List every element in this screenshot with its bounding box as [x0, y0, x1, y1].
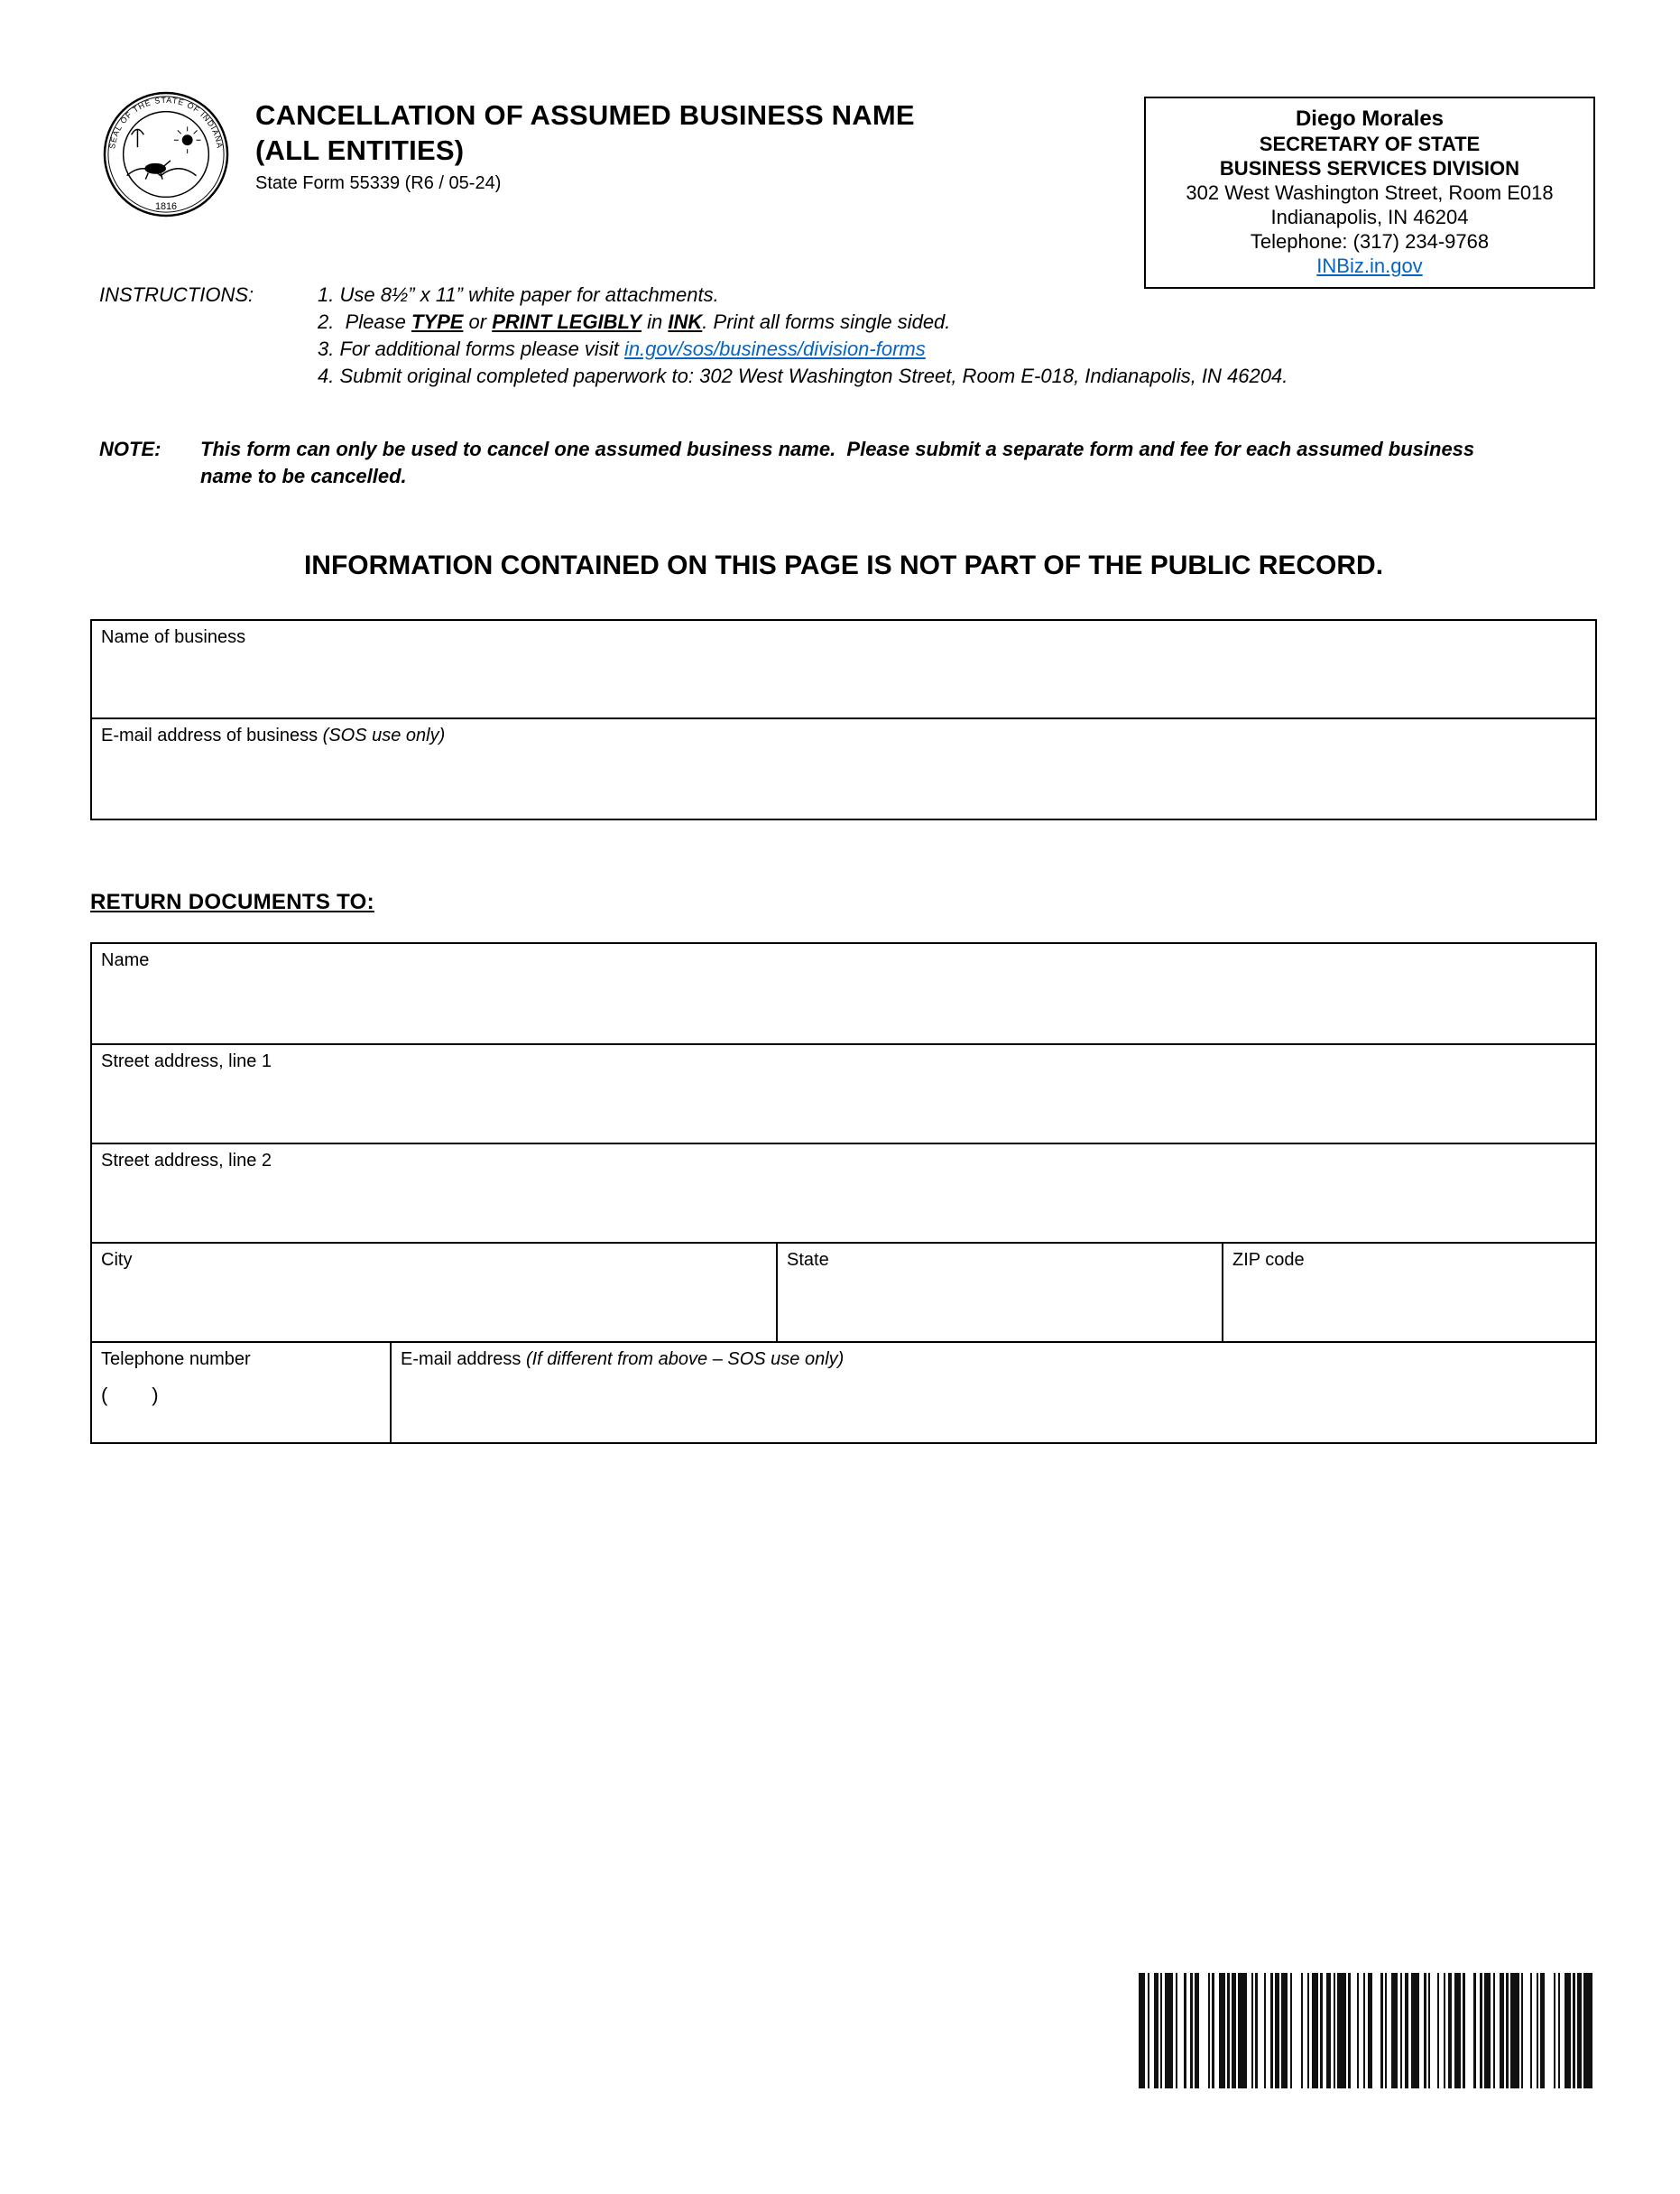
instructions-label: INSTRUCTIONS: — [99, 283, 254, 306]
return-name-value — [101, 972, 1586, 995]
business-email-row — [92, 717, 1595, 819]
instruction-2-mid2: in — [642, 310, 669, 333]
note-section — [99, 436, 1525, 490]
indiana-state-seal — [102, 90, 230, 218]
instruction-item-1: 1. Use 8½” x 11” white paper for attachments. — [318, 283, 719, 306]
return-name-label: Name — [101, 950, 150, 970]
public-record-notice: INFORMATION CONTAINED ON THIS PAGE IS NOT PART OF THE PUBLIC RECORD. — [303, 551, 1384, 580]
business-name-field[interactable] — [92, 621, 1595, 717]
office-dept-line2: BUSINESS SERVICES DIVISION — [1219, 157, 1520, 180]
instruction-item-3 — [318, 336, 1543, 363]
business-email-label-text: E-mail address of business — [101, 726, 323, 745]
instruction-2-print-legibly: PRINT LEGIBLY — [492, 310, 642, 333]
barcode — [1139, 1973, 1595, 2088]
return-name-row — [92, 944, 1595, 1043]
instruction-2-post: . Print all forms single sided. — [702, 310, 951, 333]
business-email-field[interactable] — [92, 719, 1595, 819]
seal-year-text: 1816 — [154, 201, 178, 213]
return-street1-label: Street address, line 1 — [101, 1051, 272, 1071]
business-info-table — [90, 619, 1597, 820]
instruction-2-pre: 2. Please — [318, 310, 411, 333]
note-label: NOTE: — [99, 438, 162, 460]
inbiz-link[interactable]: INBiz.in.gov — [1316, 255, 1423, 277]
instructions-section — [99, 282, 1543, 390]
note-text: This form can only be used to cancel one assumed business name. Please submit a separate form and fee for each assumed business name to be cancelled. — [200, 438, 1481, 487]
return-zip-label: ZIP code — [1232, 1250, 1305, 1270]
return-phone-field[interactable] — [92, 1343, 390, 1442]
instruction-3-pre: 3. For additional forms please visit — [318, 338, 624, 360]
business-email-label — [101, 725, 1586, 747]
return-street2-field[interactable] — [92, 1144, 1595, 1242]
business-name-label: Name of business — [101, 627, 246, 647]
form-title-block — [255, 97, 915, 194]
form-number: State Form 55339 (R6 / 05-24) — [255, 173, 502, 193]
business-name-value — [101, 649, 1586, 672]
office-phone: Telephone: (317) 234-9768 — [1250, 230, 1490, 253]
return-state-value — [787, 1272, 1213, 1295]
return-city-label: City — [101, 1250, 133, 1270]
return-documents-table — [90, 942, 1597, 1444]
return-zip-value — [1232, 1272, 1586, 1295]
division-forms-link[interactable]: in.gov/sos/business/division-forms — [623, 338, 926, 360]
return-email-label-note: (If different from above – SOS use only) — [525, 1349, 845, 1369]
office-address-line1: 302 West Washington Street, Room E018 — [1186, 181, 1554, 204]
return-email-label-text: E-mail address — [401, 1349, 526, 1369]
return-phone-email-row — [92, 1341, 1595, 1442]
return-city-field[interactable] — [92, 1244, 776, 1341]
return-state-label: State — [787, 1250, 829, 1270]
indiana-state-seal-graphic — [102, 90, 230, 218]
business-email-label-note: (SOS use only) — [322, 726, 446, 745]
return-email-field[interactable] — [390, 1343, 1595, 1442]
instruction-item-2 — [318, 309, 1543, 336]
office-dept-line1: SECRETARY OF STATE — [1259, 133, 1481, 155]
business-email-value — [101, 747, 1586, 771]
seal-ring-text: SEAL OF THE STATE OF INDIANA — [107, 95, 225, 150]
instruction-item-4: 4. Submit original completed paperwork to: 302 West Washington Street, Room E-018, Indianapolis, IN 46204. — [318, 365, 1288, 387]
return-street1-value — [101, 1073, 1586, 1097]
return-phone-parentheses: ( ) — [101, 1384, 159, 1406]
return-name-field[interactable] — [92, 944, 1595, 1043]
return-street1-row — [92, 1043, 1595, 1143]
return-street1-field[interactable] — [92, 1045, 1595, 1143]
office-address-line2: Indianapolis, IN 46204 — [1270, 206, 1469, 228]
business-name-row — [92, 621, 1595, 717]
return-phone-label: Telephone number — [101, 1349, 251, 1369]
return-email-value — [401, 1371, 1586, 1394]
instructions-list — [318, 282, 1543, 390]
return-street2-row — [92, 1143, 1595, 1242]
return-street2-value — [101, 1172, 1586, 1196]
instruction-2-ink: INK — [668, 310, 703, 333]
return-documents-heading: RETURN DOCUMENTS TO: — [90, 890, 374, 914]
return-street2-label: Street address, line 2 — [101, 1151, 272, 1171]
return-zip-field[interactable] — [1222, 1244, 1595, 1341]
secretary-name: Diego Morales — [1295, 106, 1445, 131]
form-title-line1: CANCELLATION OF ASSUMED BUSINESS NAME — [255, 99, 915, 131]
return-city-value — [101, 1272, 767, 1295]
return-email-label — [401, 1348, 1586, 1371]
return-state-field[interactable] — [776, 1244, 1222, 1341]
instruction-2-type: TYPE — [411, 310, 464, 333]
instruction-2-mid1: or — [463, 310, 493, 333]
secretary-of-state-box — [1144, 97, 1595, 289]
return-city-state-zip-row — [92, 1242, 1595, 1341]
office-website-row — [1151, 254, 1588, 278]
form-title-line2: (ALL ENTITIES) — [255, 134, 465, 166]
